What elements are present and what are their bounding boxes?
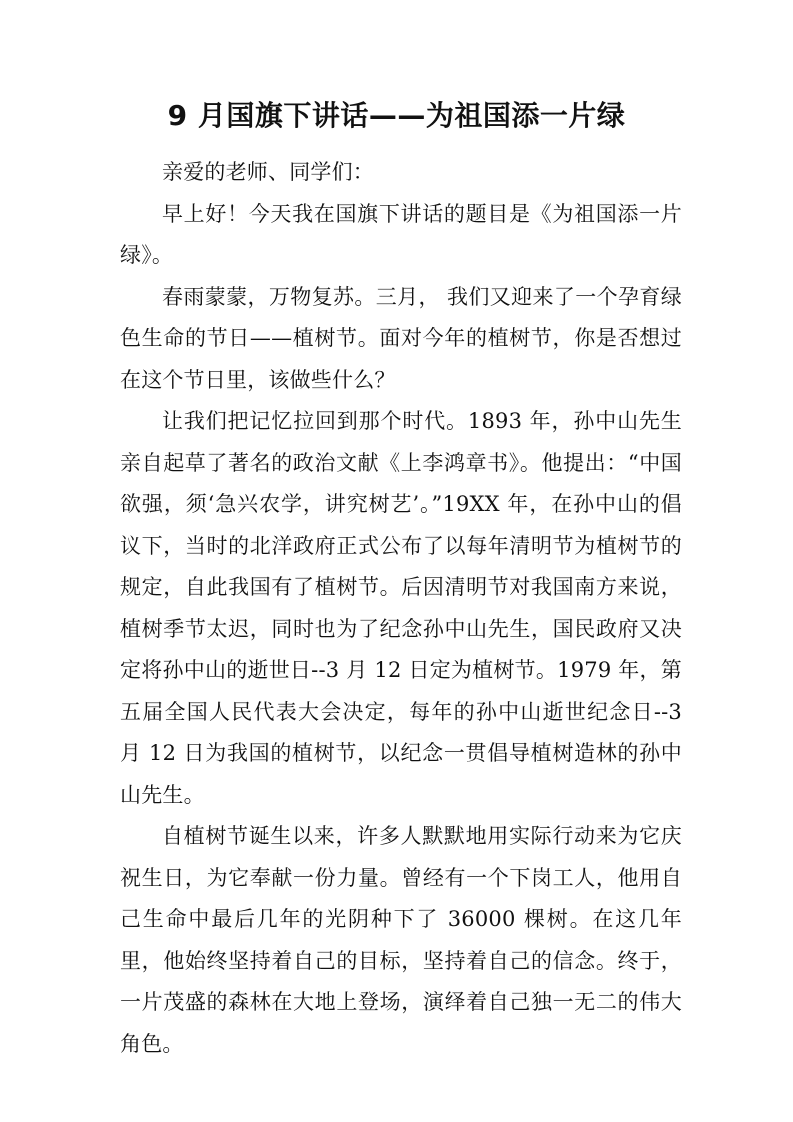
paragraph-worker: 自植树节诞生以来，许多人默默地用实际行动来为它庆祝生日，为它奉献一份力量。曾经有一个下岗工人，他用自己生命中最后几年的光阴种下了 36000 棵树。在这几年里，他始终坚持着自己的目标，坚持着自己的信念。终于，一片茂盛的森林在大地上登场，演绎着自己独一无二的伟大角色。 (120, 824, 682, 1056)
paragraph-spring: 春雨蒙蒙，万物复苏。三月， 我们又迎来了一个孕育绿色生命的节日——植树节。面对今年的植树节，你是否想过在这个节日里，该做些什么？ (120, 284, 682, 392)
document-body (120, 152, 682, 1065)
paragraph-intro: 早上好！今天我在国旗下讲话的题目是《为祖国添一片绿》。 (120, 201, 682, 267)
paragraph-greeting: 亲爱的老师、同学们： (162, 160, 374, 184)
document-title: 9 月国旗下讲话——为祖国添一片绿 (167, 99, 626, 132)
paragraph-history: 让我们把记忆拉回到那个时代。1893 年，孙中山先生亲自起草了著名的政治文献《上李鸿章书》。他提出：“中国欲强，须‘急兴农学，讲究树艺’。”19XX 年，在孙中山的倡议下，当时的北洋政府正式公布了以每年清明节为植树节的规定，自此我国有了植树节。后因清明节对我国南方来说，植树季节太迟，同时也为了纪念孙中山先生，国民政府又决定将孙中山的逝世日--3 月 12 日定为植树节。1979 年，第五届全国人民代表大会决定，每年的孙中山逝世纪念日--3 月 12 日为我国的植树节，以纪念一贯倡导植树造林的孙中山先生。 (120, 409, 682, 807)
